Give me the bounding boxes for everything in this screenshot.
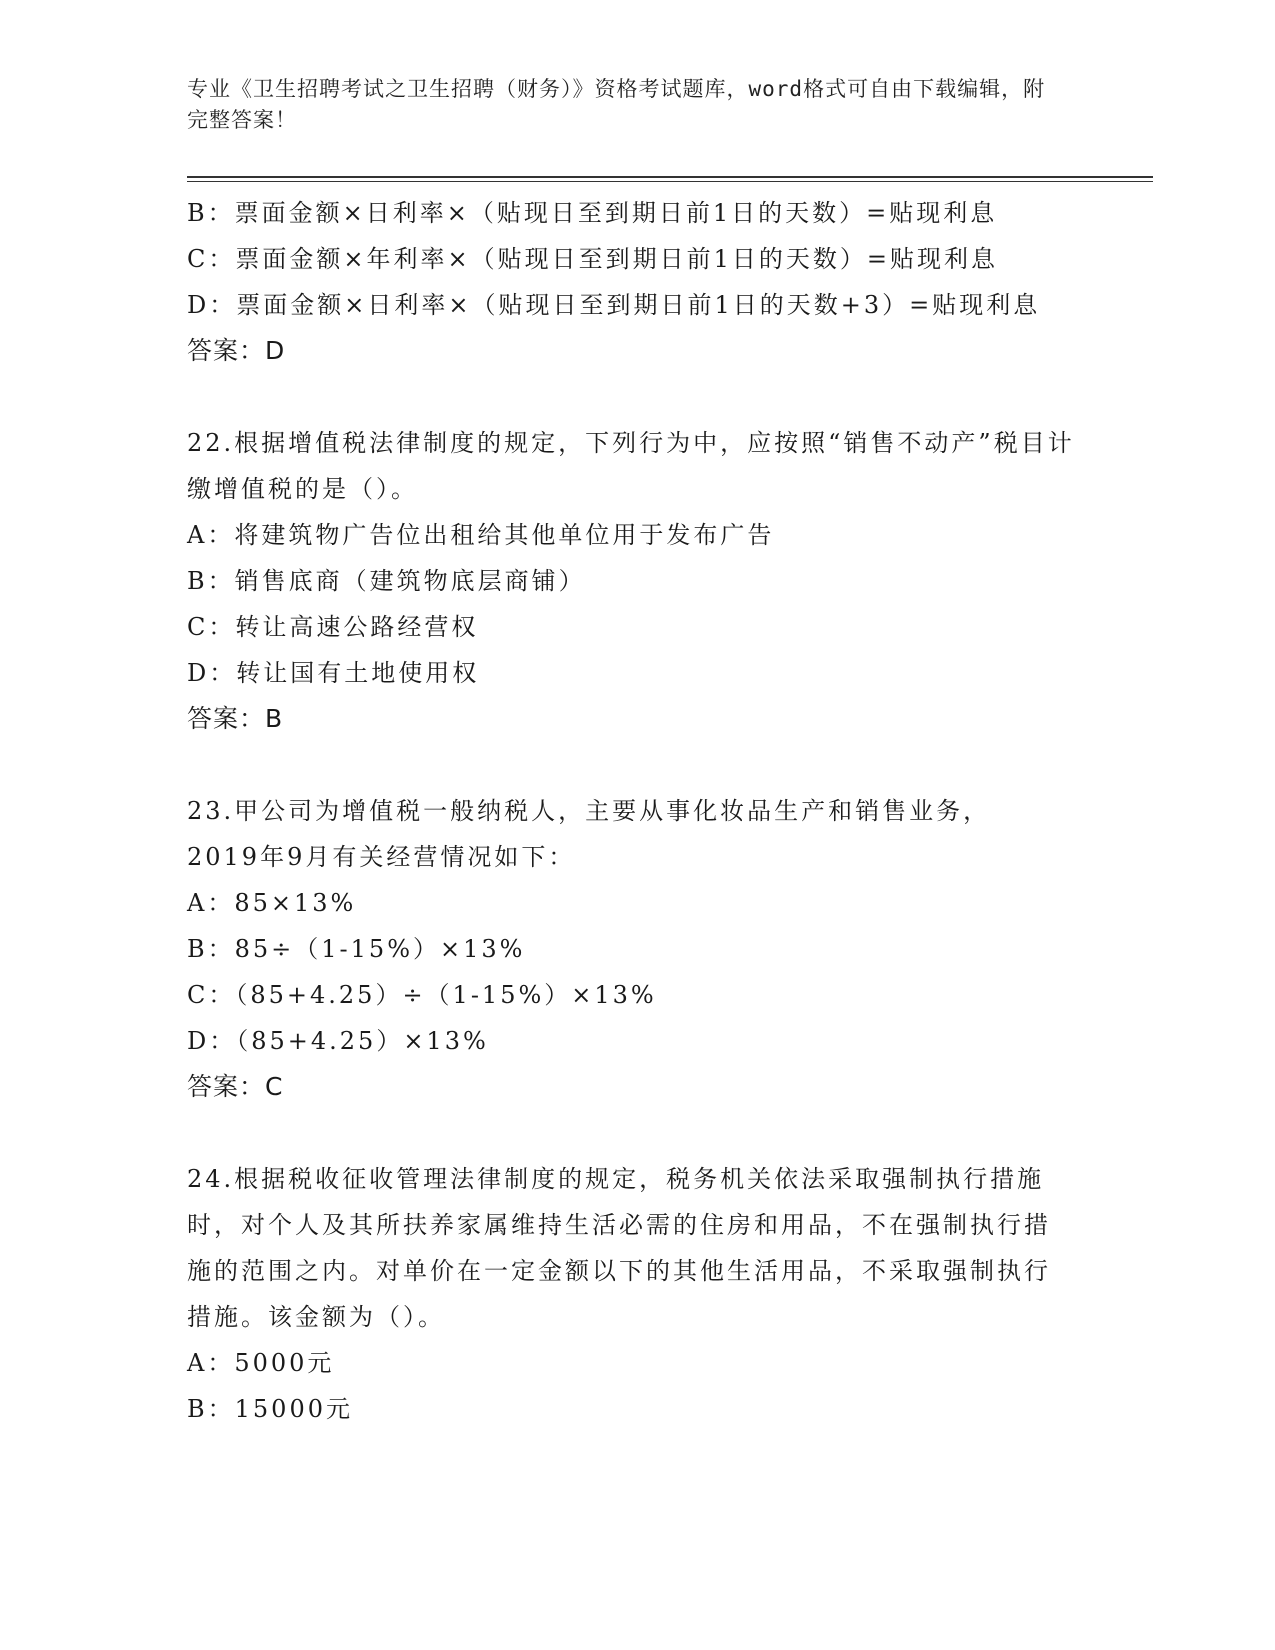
q23-option-d: D：（85+4.25）×13% [187,1027,489,1055]
question-content [187,190,1077,1432]
q22-stem: 22.根据增值税法律制度的规定，下列行为中，应按照“销售不动产”税目计缴增值税的是（）。 [187,429,1075,503]
q23-option-a: A：85×13% [187,889,357,917]
q23-stem-line2: 2019年9月有关经营情况如下： [187,843,576,871]
q24-stem: 24.根据税收征收管理法律制度的规定，税务机关依法采取强制执行措施时，对个人及其所扶养家属维持生活必需的住房和用品，不在强制执行措施的范围之内。对单价在一定金额以下的其他生活用品，不采取强制执行措施。该金额为（）。 [187,1165,1051,1331]
q23-option-c: C：（85+4.25）÷（1-15%）×13% [187,981,657,1009]
q22-option-b: B：销售底商（建筑物底层商铺） [187,567,586,595]
q21-answer: 答案：D [187,336,286,365]
q22-option-a: A：将建筑物广告位出租给其他单位用于发布广告 [187,521,775,549]
q21-option-c: C：票面金额×年利率×（贴现日至到期日前1日的天数）=贴现利息 [187,245,998,273]
q21-option-d: D：票面金额×日利率×（贴现日至到期日前1日的天数+3）=贴现利息 [187,291,1041,319]
q22-option-d: D：转让国有土地使用权 [187,659,480,687]
document-header: 专业《卫生招聘考试之卫生招聘（财务）》资格考试题库，word格式可自由下载编辑，附完整答案！ [187,77,1046,132]
q22-answer: 答案：B [187,704,284,733]
spacer [187,374,1077,420]
spacer [187,1110,1077,1156]
header-divider-thin [187,181,1153,182]
q24-option-b: B：15000元 [187,1395,353,1423]
q21-option-b: B：票面金额×日利率×（贴现日至到期日前1日的天数）=贴现利息 [187,199,998,227]
q24-option-a: A：5000元 [187,1349,335,1377]
q22-option-c: C：转让高速公路经营权 [187,613,479,641]
q23-option-b: B：85÷（1-15%）×13% [187,935,526,963]
spacer [187,742,1077,788]
q23-answer: 答案：C [187,1072,284,1101]
q23-stem-line1: 23.甲公司为增值税一般纳税人，主要从事化妆品生产和销售业务， [187,797,991,825]
header-divider-thick [187,176,1153,178]
